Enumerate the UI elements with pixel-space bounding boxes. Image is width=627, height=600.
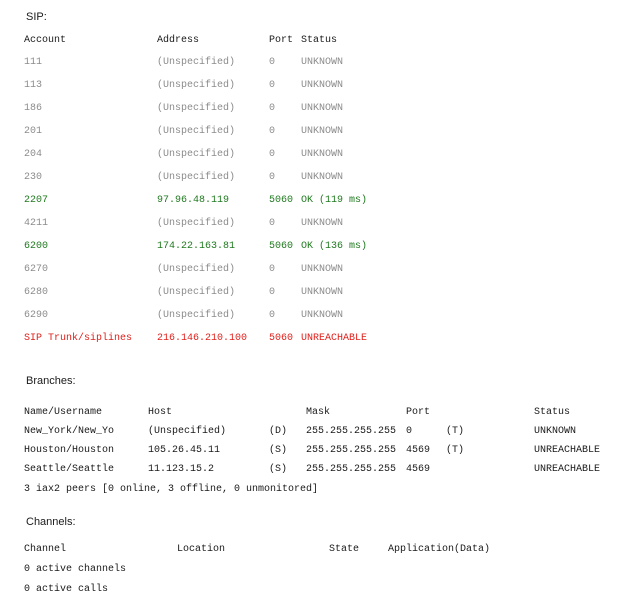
sip-status: UNKNOWN: [301, 218, 344, 229]
sip-port: 0: [269, 57, 276, 68]
sip-port: 0: [269, 172, 276, 183]
sip-port: 0: [269, 103, 276, 114]
sip-account: 2207: [24, 195, 49, 206]
sip-port: 0: [269, 149, 276, 160]
branch-port-flag: [444, 460, 532, 479]
branch-host-flag: (D): [269, 426, 288, 437]
branch-status: UNKNOWN: [534, 426, 577, 437]
sip-port: 5060: [269, 195, 294, 206]
sip-address: (Unspecified): [157, 57, 236, 68]
sip-address: 216.146.210.100: [157, 333, 248, 344]
active-channels-count: 0 active channels: [24, 564, 127, 575]
sip-port: 0: [269, 126, 276, 137]
sip-address: (Unspecified): [157, 149, 236, 160]
branch-row: [22, 441, 602, 460]
branch-name: New_York/New_Yo: [24, 426, 115, 437]
column-header-port: Port: [269, 34, 294, 46]
sip-status: UNKNOWN: [301, 126, 344, 137]
channels-section-title: Channels:: [26, 516, 76, 528]
sip-account: 6200: [24, 241, 49, 252]
branches-header-row: [22, 403, 602, 422]
column-header-name-username: Name/Username: [24, 407, 103, 418]
sip-peer-row: [22, 120, 369, 143]
sip-account: 4211: [24, 218, 49, 229]
sip-address: (Unspecified): [157, 310, 236, 321]
branch-row: [22, 422, 602, 441]
column-header-state: State: [329, 544, 360, 555]
iax2-peers-summary: 3 iax2 peers [0 online, 3 offline, 0 unmonitored]: [24, 484, 319, 495]
branch-row: [22, 460, 602, 479]
sip-peer-row: [22, 143, 369, 166]
sip-peer-row: [22, 97, 369, 120]
sip-account: 230: [24, 172, 43, 183]
sip-peer-row: [22, 304, 369, 327]
sip-peer-row: [22, 212, 369, 235]
column-header-account: Account: [24, 34, 67, 46]
sip-account: 204: [24, 149, 43, 160]
branch-host-flag: (S): [269, 445, 288, 456]
sip-peer-row: [22, 327, 369, 350]
branch-mask: 255.255.255.255: [306, 445, 397, 456]
sip-address: (Unspecified): [157, 80, 236, 91]
sip-peer-row: [22, 281, 369, 304]
sip-status: UNKNOWN: [301, 172, 344, 183]
sip-status: UNKNOWN: [301, 149, 344, 160]
sip-peer-row: [22, 166, 369, 189]
sip-account: SIP Trunk/siplines: [24, 333, 133, 344]
column-header-status: Status: [301, 34, 338, 46]
sip-peers-table: [22, 29, 369, 350]
branch-host: (Unspecified): [148, 426, 227, 437]
sip-port: 5060: [269, 241, 294, 252]
branch-status: UNREACHABLE: [534, 464, 601, 475]
column-header-address: Address: [157, 34, 200, 46]
sip-status: UNKNOWN: [301, 310, 344, 321]
column-header-host-flag: [267, 403, 304, 422]
sip-account: 201: [24, 126, 43, 137]
sip-account: 6290: [24, 310, 49, 321]
sip-address: (Unspecified): [157, 172, 236, 183]
sip-section-title: SIP:: [26, 11, 47, 23]
branch-mask: 255.255.255.255: [306, 426, 397, 437]
sip-peer-row: [22, 235, 369, 258]
branches-table: [22, 403, 602, 479]
branch-port: 0: [406, 426, 413, 437]
branch-host-flag: (S): [269, 464, 288, 475]
sip-address: (Unspecified): [157, 287, 236, 298]
branch-status: UNREACHABLE: [534, 445, 601, 456]
sip-account: 6270: [24, 264, 49, 275]
branch-host: 11.123.15.2: [148, 464, 215, 475]
sip-peer-row: [22, 51, 369, 74]
branch-host: 105.26.45.11: [148, 445, 221, 456]
branch-mask: 255.255.255.255: [306, 464, 397, 475]
column-header-location: Location: [177, 544, 226, 555]
sip-port: 0: [269, 264, 276, 275]
branch-port-flag: (T): [446, 426, 465, 437]
sip-peer-row: [22, 189, 369, 212]
column-header-port-flag: [444, 403, 532, 422]
active-calls-count: 0 active calls: [24, 584, 109, 595]
column-header-application: Application(Data): [388, 544, 491, 555]
branch-port: 4569: [406, 464, 431, 475]
sip-status: UNKNOWN: [301, 264, 344, 275]
sip-status: UNKNOWN: [301, 57, 344, 68]
sip-account: 111: [24, 57, 43, 68]
sip-account: 186: [24, 103, 43, 114]
sip-status: UNKNOWN: [301, 287, 344, 298]
sip-status: UNKNOWN: [301, 103, 344, 114]
column-header-mask: Mask: [306, 407, 331, 418]
sip-address: 97.96.48.119: [157, 195, 230, 206]
sip-peer-row: [22, 74, 369, 97]
sip-address: 174.22.163.81: [157, 241, 236, 252]
sip-status: OK (119 ms): [301, 195, 368, 206]
sip-port: 5060: [269, 333, 294, 344]
sip-port: 0: [269, 80, 276, 91]
sip-address: (Unspecified): [157, 218, 236, 229]
branches-section-title: Branches:: [26, 375, 76, 387]
sip-address: (Unspecified): [157, 103, 236, 114]
sip-port: 0: [269, 310, 276, 321]
sip-account: 6280: [24, 287, 49, 298]
branch-name: Seattle/Seattle: [24, 464, 115, 475]
sip-peer-row: [22, 258, 369, 281]
sip-status: UNREACHABLE: [301, 333, 368, 344]
branch-port-flag: (T): [446, 445, 465, 456]
sip-header-row: [22, 29, 369, 51]
sip-port: 0: [269, 287, 276, 298]
column-header-status: Status: [534, 407, 571, 418]
channels-header-row: [24, 544, 490, 555]
sip-account: 113: [24, 80, 43, 91]
branch-name: Houston/Houston: [24, 445, 115, 456]
sip-address: (Unspecified): [157, 126, 236, 137]
sip-port: 0: [269, 218, 276, 229]
sip-status: OK (136 ms): [301, 241, 368, 252]
sip-address: (Unspecified): [157, 264, 236, 275]
column-header-host: Host: [148, 407, 173, 418]
branch-port: 4569: [406, 445, 431, 456]
sip-status: UNKNOWN: [301, 80, 344, 91]
column-header-port: Port: [406, 407, 431, 418]
column-header-channel: Channel: [24, 544, 67, 555]
